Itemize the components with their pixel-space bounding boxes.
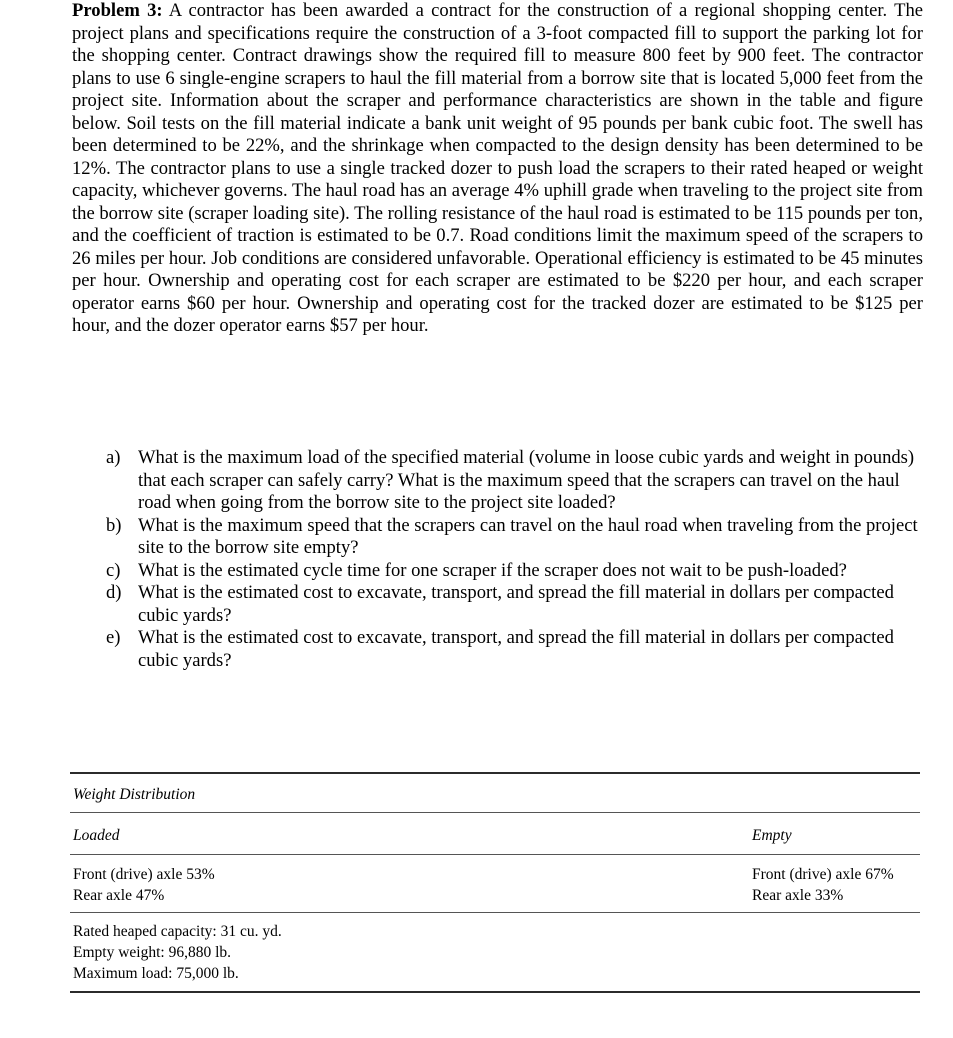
loaded-front-axle: Front (drive) axle 53% bbox=[73, 866, 215, 883]
problem-text: A contractor has been awarded a contract for the construction of a regional shopping center. The project plans and specifications require the construction of a 3-foot compacted fill to support the parking lot for the shopping center. Contract drawings show the required fill to measure 800 feet by 900 feet. The contractor plans to use 6 single-engine scrapers to haul the fill material from a borrow site that is located 5,000 feet from the project site. Information about the scraper and performance characteristics are shown in the table and figure below. Soil tests on the fill material indicate a bank unit weight of 95 pounds per bank cubic foot. The swell has been determined to be 22%, and the shrinkage when compacted to the design density has been determined to be 12%. The contractor plans to use a single tracked dozer to push load the scrapers to their rated heaped or weight capacity, whichever governs. The haul road has an average 4% uphill grade when traveling to the project site from the borrow site (scraper loading site). The rolling resistance of the haul road is estimated to be 115 pounds per ton, and the coefficient of traction is estimated to be 0.7. Road conditions limit the maximum speed of the scrapers to 26 miles per hour. Job conditions are considered unfavorable. Operational efficiency is estimated to be 45 minutes per hour. Ownership and operating cost for each scraper are estimated to be $220 per hour, and each scraper operator earns $60 per hour. Ownership and operating cost for the tracked dozer are estimated to be $125 per hour, and the dozer operator earns $57 per hour. bbox=[72, 0, 923, 336]
question-d bbox=[106, 582, 921, 627]
table-caption: Weight Distribution bbox=[73, 786, 196, 803]
question-e bbox=[106, 627, 921, 672]
empty-header: Empty bbox=[752, 827, 792, 844]
question-text: What is the estimated cost to excavate, transport, and spread the fill material in dollars per compacted cubic yards? bbox=[138, 582, 894, 626]
problem-statement bbox=[72, 0, 923, 338]
maximum-load: Maximum load: 75,000 lb. bbox=[73, 965, 239, 982]
question-text: What is the maximum speed that the scrapers can travel on the haul road when traveling from the project site to the borrow site empty? bbox=[138, 514, 918, 558]
loaded-header: Loaded bbox=[73, 827, 120, 844]
table-bottom-rule bbox=[70, 991, 920, 993]
axle-distribution-row bbox=[70, 855, 920, 912]
question-label: c) bbox=[106, 559, 121, 581]
table-header-row bbox=[70, 813, 920, 854]
question-b bbox=[106, 515, 921, 560]
question-c bbox=[106, 560, 921, 583]
empty-front-axle: Front (drive) axle 67% bbox=[752, 866, 894, 883]
question-label: a) bbox=[106, 447, 121, 468]
question-text: What is the maximum load of the specified material (volume in loose cubic yards and weight in pounds) that each scraper can safely carry? What is the maximum speed that the scrapers can travel on the haul road when going from the borrow site to the project site loaded? bbox=[138, 447, 915, 513]
question-label: b) bbox=[106, 514, 122, 536]
empty-distribution bbox=[752, 864, 920, 906]
question-list bbox=[106, 447, 921, 672]
question-label: d) bbox=[106, 582, 122, 603]
scraper-specs bbox=[70, 913, 920, 991]
loaded-distribution bbox=[73, 864, 215, 906]
empty-rear-axle: Rear axle 33% bbox=[752, 887, 844, 904]
weight-distribution-table bbox=[70, 772, 920, 993]
question-text: What is the estimated cycle time for one scraper if the scraper does not wait to be push-loaded? bbox=[138, 559, 847, 581]
problem-label: Problem 3: bbox=[72, 0, 163, 21]
question-text: What is the estimated cost to excavate, transport, and spread the fill material in dollars per compacted cubic yards? bbox=[138, 627, 894, 671]
question-a bbox=[106, 447, 921, 515]
rated-capacity: Rated heaped capacity: 31 cu. yd. bbox=[73, 923, 282, 940]
loaded-rear-axle: Rear axle 47% bbox=[73, 887, 165, 904]
empty-weight: Empty weight: 96,880 lb. bbox=[73, 944, 232, 961]
question-label: e) bbox=[106, 627, 121, 648]
